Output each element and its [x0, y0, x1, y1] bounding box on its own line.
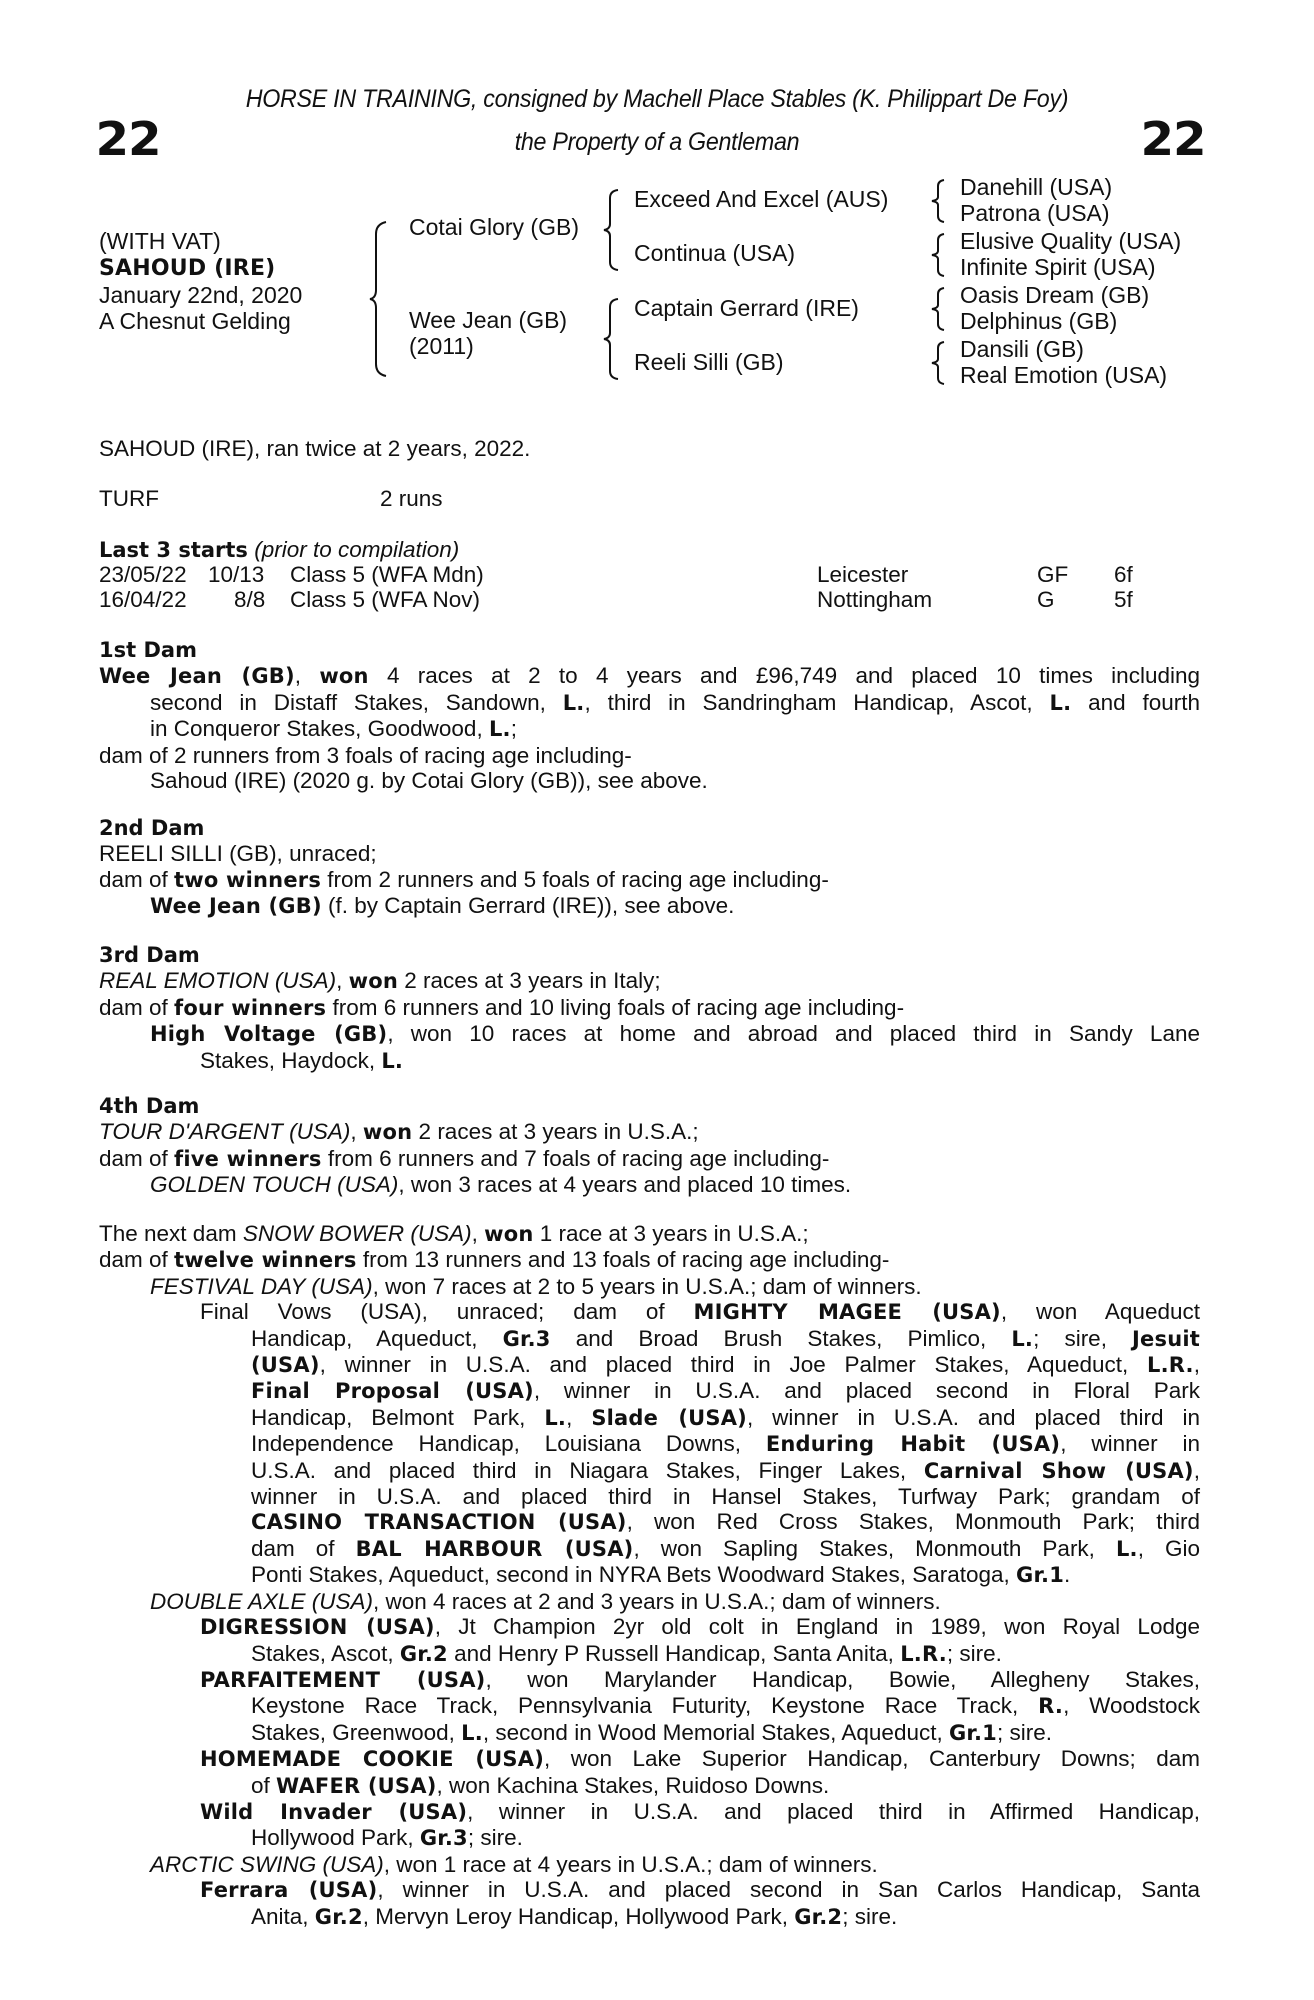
- text: (f. by Captain Gerrard (IRE)), see above.: [321, 893, 735, 919]
- listed-badge: L.: [1011, 1326, 1034, 1351]
- first-dam-section: [99, 638, 1200, 793]
- start-race: Class 5 (WFA Nov): [290, 587, 481, 612]
- listed-badge: L.: [488, 717, 511, 742]
- start-course: Nottingham: [817, 587, 933, 612]
- text: , third in Sandringham Handicap, Ascot,: [584, 689, 1050, 715]
- next-dam-section: [99, 1221, 1200, 1930]
- consignor-subtitle: the Property of a Gentleman: [514, 128, 800, 156]
- text: Independence Handicap, Louisiana Downs,: [251, 1431, 766, 1457]
- start-going: GF: [1037, 562, 1069, 587]
- text: , winner in U.S.A. and placed second in Floral Park: [533, 1378, 1200, 1404]
- grade-badge: Gr.2: [794, 1904, 843, 1929]
- foal-name: FESTIVAL DAY (USA): [150, 1273, 373, 1299]
- pedigree-sire-dam: Continua (USA): [634, 240, 796, 266]
- horse-bold: Jesuit: [1132, 1326, 1200, 1351]
- pedigree-brace-g3-2: [930, 232, 948, 278]
- first-dam-heading: 1st Dam: [99, 638, 197, 662]
- text: Final Vows (USA), unraced; dam of: [200, 1299, 694, 1325]
- horse-description: A Chesnut Gelding: [99, 308, 291, 334]
- pedigree-gen3-8: Real Emotion (USA): [960, 362, 1168, 388]
- text: , won Red Cross Stakes, Monmouth Park; third: [626, 1509, 1200, 1535]
- final-vows-line: [99, 1299, 1200, 1325]
- pedigree-brace-g3-4: [930, 340, 948, 386]
- fourth-dam-produce: [99, 1146, 1200, 1172]
- winners-count: twelve winners: [174, 1248, 357, 1273]
- text: U.S.A. and placed third in Niagara Stakes, Finger Lakes,: [251, 1457, 924, 1483]
- text: ,: [350, 1119, 363, 1145]
- ferrara-line: [99, 1904, 1200, 1930]
- start-course: Leicester: [817, 562, 909, 587]
- dam-name: REAL EMOTION (USA): [99, 968, 337, 994]
- text: Handicap, Belmont Park,: [251, 1404, 545, 1430]
- pedigree-brace-g3-1: [930, 178, 948, 224]
- horse-bold: DIGRESSION (USA): [200, 1615, 435, 1640]
- text: Stakes, Ascot,: [251, 1640, 400, 1666]
- pedigree-gen3-2: Patrona (USA): [960, 200, 1110, 226]
- listed-badge: L.R.: [1147, 1353, 1194, 1378]
- homemade-cookie-line: [99, 1746, 1200, 1772]
- wild-invader-line: [99, 1799, 1200, 1825]
- fourth-dam-heading: 4th Dam: [99, 1094, 200, 1118]
- final-vows-line: [99, 1536, 1200, 1562]
- text: , won Marylander Handicap, Bowie, Allegheny Stakes,: [485, 1666, 1200, 1692]
- text: Stakes, Greenwood,: [251, 1719, 462, 1745]
- text: , Woodstock: [1063, 1693, 1201, 1719]
- final-vows-line: winner in U.S.A. and placed third in Hansel Stakes, Turfway Park; grandam of: [251, 1484, 1200, 1510]
- start-row: [99, 587, 1200, 613]
- horse-bold: PARFAITEMENT (USA): [200, 1667, 486, 1692]
- wild-invader-line: [99, 1825, 1200, 1851]
- horse-bold: WAFER (USA): [276, 1773, 437, 1798]
- text: ,: [294, 663, 320, 689]
- foal-name: Wee Jean (GB): [150, 894, 322, 919]
- pedigree-gen3-7: Dansili (GB): [960, 336, 1084, 362]
- text: The next dam: [99, 1221, 243, 1246]
- listed-badge: L.: [562, 690, 585, 715]
- text: , second in Wood Memorial Stakes, Aqueduct,: [482, 1719, 949, 1745]
- third-dam-heading: 3rd Dam: [99, 943, 200, 967]
- pedigree-dam-year: (2011): [409, 333, 474, 359]
- second-dam-heading: 2nd Dam: [99, 816, 205, 840]
- text: , won 10 races at home and abroad and placed third in Sandy Lane: [387, 1021, 1200, 1047]
- text: , won 1 race at 4 years in U.S.A.; dam of winners.: [383, 1851, 878, 1877]
- third-dam-name-line: [99, 968, 1200, 994]
- ferrara-line: [99, 1877, 1200, 1903]
- dam-name: Wee Jean (GB): [99, 664, 295, 689]
- last-starts-heading: Last 3 starts: [99, 538, 248, 562]
- horse-bold: Slade (USA): [591, 1405, 747, 1430]
- text: of: [251, 1772, 277, 1798]
- last-starts-note: (prior to compilation): [254, 537, 460, 562]
- winners-count: four winners: [174, 995, 327, 1020]
- won-label: won: [362, 1120, 413, 1145]
- text: , winner in U.S.A. and placed third in Affirmed Handicap,: [467, 1798, 1200, 1824]
- horse-bold: Final Proposal (USA): [251, 1379, 534, 1404]
- parfaitement-line: [99, 1667, 1200, 1693]
- first-dam-produce: dam of 2 runners from 3 foals of racing age including-: [99, 742, 632, 768]
- vat-note: (WITH VAT): [99, 228, 221, 254]
- lot-number-right: 22: [1140, 112, 1206, 166]
- text: from 2 runners and 5 foals of racing age including-: [321, 866, 829, 892]
- final-vows-line: [99, 1509, 1200, 1535]
- pedigree-gen3-3: Elusive Quality (USA): [960, 228, 1182, 254]
- pedigree-brace-dam: [602, 297, 622, 381]
- text: dam of: [251, 1535, 356, 1561]
- listed-badge: L.R.: [900, 1641, 947, 1666]
- parfaitement-line: [99, 1720, 1200, 1746]
- double-axle-entry: [99, 1589, 1200, 1614]
- third-dam-foal: [99, 1021, 1200, 1047]
- dam-name: TOUR D'ARGENT (USA): [99, 1119, 351, 1145]
- start-going: G: [1037, 587, 1055, 612]
- grade-badge: Gr.1: [1016, 1563, 1065, 1588]
- pedigree-gen3-6: Delphinus (GB): [960, 308, 1118, 334]
- text: , Mervyn Leroy Handicap, Hollywood Park,: [362, 1903, 795, 1929]
- grade-badge: Gr.2: [399, 1641, 448, 1666]
- text: , won 4 races at 2 and 3 years in U.S.A.; dam of winners.: [372, 1588, 941, 1614]
- text: ,: [471, 1221, 485, 1246]
- text: 4 races at 2 to 4 years and £96,749 and placed 10 times including: [368, 663, 1200, 689]
- text: ; sire,: [1033, 1325, 1133, 1351]
- listed-badge: L.: [381, 1048, 404, 1073]
- start-distance: 6f: [1114, 562, 1133, 587]
- text: and fourth: [1071, 689, 1200, 715]
- text: dam of: [99, 866, 175, 892]
- start-date: 23/05/22: [99, 562, 187, 587]
- pedigree-sire-sire: Exceed And Excel (AUS): [634, 186, 889, 212]
- text: ; sire.: [467, 1825, 523, 1851]
- text: and Broad Brush Stakes, Pimlico,: [550, 1325, 1012, 1351]
- text: , winner in: [1060, 1431, 1200, 1457]
- horse-name: SAHOUD (IRE): [99, 256, 276, 281]
- third-dam-foal-cont: [99, 1048, 1200, 1074]
- text: , Gio: [1137, 1535, 1200, 1561]
- text: Handicap, Aqueduct,: [251, 1325, 503, 1351]
- text: Ponti Stakes, Aqueduct, second in NYRA Bets Woodward Stakes, Saratoga,: [251, 1562, 1017, 1588]
- pedigree-brace-sire: [602, 188, 622, 272]
- final-vows-line: [99, 1326, 1200, 1352]
- foal-name: ARCTIC SWING (USA): [150, 1851, 384, 1877]
- next-dam-produce: [99, 1247, 1200, 1273]
- text: ;: [510, 716, 517, 742]
- text: dam of: [99, 994, 175, 1020]
- final-vows-line: [99, 1458, 1200, 1484]
- fourth-dam-foal: [99, 1172, 1200, 1197]
- grade-badge: Gr.1: [948, 1720, 997, 1745]
- text: , winner in U.S.A. and placed third in Joe Palmer Stakes, Aqueduct,: [319, 1352, 1148, 1378]
- final-vows-line: [99, 1562, 1200, 1588]
- final-vows-line: [99, 1378, 1200, 1404]
- text: , winner in U.S.A. and placed third in: [746, 1404, 1200, 1430]
- homemade-cookie-line: [99, 1773, 1200, 1799]
- text: in Conqueror Stakes, Goodwood,: [150, 716, 489, 742]
- winners-count: two winners: [174, 867, 322, 892]
- second-dam-foal: [99, 893, 1200, 919]
- pedigree-dam-sire: Captain Gerrard (IRE): [634, 295, 859, 321]
- fourth-dam-section: [99, 1094, 1200, 1198]
- pedigree-sire: Cotai Glory (GB): [409, 214, 579, 240]
- horse-bold: MIGHTY MAGEE (USA): [693, 1300, 1001, 1325]
- text: .: [1064, 1562, 1071, 1588]
- text: Hollywood Park,: [251, 1825, 420, 1851]
- second-dam-section: [99, 816, 1200, 920]
- listed-badge: L.: [544, 1405, 567, 1430]
- turf-runs: 2 runs: [380, 486, 443, 511]
- text: from 6 runners and 10 living foals of racing age including-: [326, 994, 905, 1020]
- text: ; sire.: [946, 1640, 1002, 1666]
- final-vows-line: [99, 1431, 1200, 1457]
- horse-bold: Ferrara (USA): [200, 1878, 378, 1903]
- foal-name: DOUBLE AXLE (USA): [150, 1588, 373, 1614]
- text: , won 3 races at 4 years and placed 10 times.: [398, 1172, 852, 1198]
- text: ,: [1193, 1457, 1200, 1483]
- text: , won 7 races at 2 to 5 years in U.S.A.; dam of winners.: [372, 1273, 922, 1299]
- text: dam of: [99, 1145, 175, 1171]
- pedigree-dam: Wee Jean (GB): [409, 307, 568, 333]
- text: dam of: [99, 1247, 175, 1273]
- dam-name: SNOW BOWER (USA): [242, 1221, 472, 1246]
- text: ,: [1193, 1352, 1200, 1378]
- restricted-badge: R.: [1038, 1694, 1064, 1719]
- text: , won Kachina Stakes, Ruidoso Downs.: [436, 1772, 830, 1798]
- pedigree-gen3-1: Danehill (USA): [960, 174, 1113, 200]
- first-dam-foal: Sahoud (IRE) (2020 g. by Cotai Glory (GB)), see above.: [150, 768, 708, 794]
- pedigree-brace-gen1: [368, 220, 392, 378]
- foal-name: GOLDEN TOUCH (USA): [150, 1172, 399, 1198]
- pedigree-gen3-4: Infinite Spirit (USA): [960, 254, 1156, 280]
- digression-line: [99, 1614, 1200, 1640]
- grade-badge: Gr.3: [419, 1826, 468, 1851]
- text: ,: [336, 968, 349, 994]
- horse-bold: HOMEMADE COOKIE (USA): [200, 1747, 545, 1772]
- start-position: 8/8: [234, 587, 266, 612]
- grade-badge: Gr.2: [314, 1904, 363, 1929]
- text: Stakes, Haydock,: [200, 1047, 382, 1073]
- first-dam-line: [99, 663, 1200, 689]
- text: 2 races at 3 years in U.S.A.;: [412, 1119, 699, 1145]
- won-label: won: [319, 664, 369, 689]
- arctic-swing-entry: [99, 1852, 1200, 1877]
- pedigree-brace-g3-3: [930, 286, 948, 332]
- grade-badge: Gr.3: [502, 1326, 551, 1351]
- final-vows-line: [99, 1352, 1200, 1378]
- racing-summary: SAHOUD (IRE), ran twice at 2 years, 2022.: [99, 436, 531, 461]
- horse-bold: Wild Invader (USA): [200, 1799, 468, 1824]
- text: , Jt Champion 2yr old colt in England in 1989, won Royal Lodge: [434, 1614, 1200, 1640]
- text: ,: [566, 1404, 592, 1430]
- foaling-date: January 22nd, 2020: [99, 282, 303, 308]
- start-position: 10/13: [208, 562, 265, 587]
- start-row: [99, 562, 1200, 588]
- third-dam-produce: [99, 995, 1200, 1021]
- parfaitement-line: [99, 1693, 1200, 1719]
- text: , winner in U.S.A. and placed second in San Carlos Handicap, Santa: [377, 1877, 1200, 1903]
- horse-bold: BAL HARBOUR (USA): [355, 1536, 634, 1561]
- text: from 6 runners and 7 foals of racing age including-: [321, 1145, 830, 1171]
- digression-line: [99, 1641, 1200, 1667]
- third-dam-section: [99, 943, 1200, 1074]
- start-date: 16/04/22: [99, 587, 187, 612]
- first-dam-line: [99, 716, 1200, 742]
- text: , won Aqueduct: [1000, 1299, 1200, 1325]
- text: second in Distaff Stakes, Sandown,: [150, 689, 563, 715]
- text: from 13 runners and 13 foals of racing age including-: [356, 1247, 890, 1273]
- text: , won Lake Superior Handicap, Canterbury Downs; dam: [544, 1746, 1200, 1772]
- horse-bold: Enduring Habit (USA): [765, 1432, 1061, 1457]
- festival-day-entry: [99, 1274, 1200, 1299]
- final-vows-line: [99, 1405, 1200, 1431]
- pedigree-dam-dam: Reeli Silli (GB): [634, 349, 784, 375]
- second-dam-produce: [99, 867, 1200, 893]
- second-dam-name: REELI SILLI (GB), unraced;: [99, 841, 377, 867]
- won-label: won: [484, 1222, 534, 1246]
- text: and Henry P Russell Handicap, Santa Anita,: [447, 1640, 901, 1666]
- fourth-dam-name-line: [99, 1119, 1200, 1145]
- horse-bold: Carnival Show (USA): [923, 1458, 1194, 1483]
- listed-badge: L.: [461, 1720, 483, 1745]
- text: Keystone Race Track, Pennsylvania Futurity, Keystone Race Track,: [251, 1693, 1039, 1719]
- horse-bold: CASINO TRANSACTION (USA): [251, 1510, 627, 1535]
- text: , won Sapling Stakes, Monmouth Park,: [633, 1535, 1116, 1561]
- text: ; sire.: [842, 1903, 898, 1929]
- won-label: won: [348, 969, 399, 994]
- text: ; sire.: [996, 1719, 1052, 1745]
- catalogue-header-title: HORSE IN TRAINING, consigned by Machell Place Stables (K. Philippart De Foy): [245, 85, 1069, 113]
- listed-badge: L.: [1115, 1536, 1138, 1561]
- listed-badge: L.: [1049, 690, 1072, 715]
- pedigree-gen3-5: Oasis Dream (GB): [960, 282, 1150, 308]
- winners-count: five winners: [174, 1146, 322, 1171]
- start-distance: 5f: [1114, 587, 1133, 612]
- text: Anita,: [251, 1903, 315, 1929]
- first-dam-line: [99, 690, 1200, 716]
- turf-label: TURF: [99, 486, 159, 511]
- last-starts-title: [99, 537, 459, 563]
- foal-name: High Voltage (GB): [150, 1022, 388, 1047]
- next-dam-name-line: [99, 1221, 1200, 1247]
- text: 2 races at 3 years in Italy;: [398, 968, 661, 994]
- text: 1 race at 3 years in U.S.A.;: [533, 1221, 809, 1246]
- start-race: Class 5 (WFA Mdn): [290, 562, 484, 587]
- lot-number-left: 22: [95, 112, 161, 166]
- horse-bold: (USA): [251, 1353, 320, 1378]
